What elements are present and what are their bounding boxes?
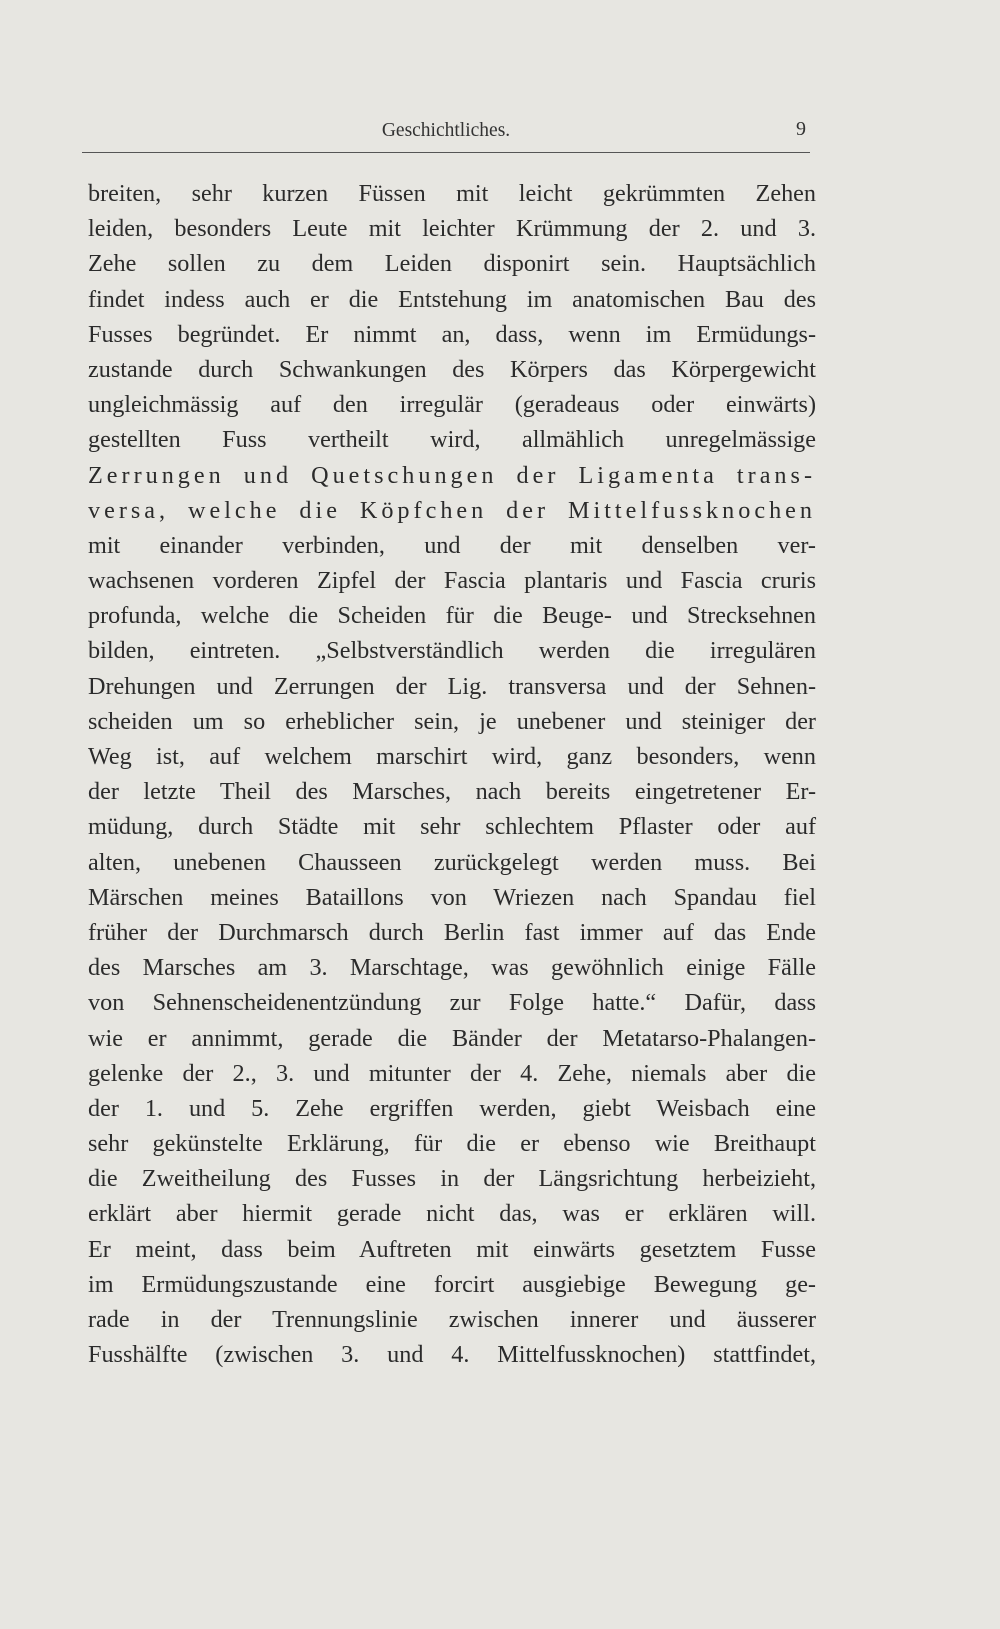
page-number: 9	[796, 118, 806, 140]
running-title: Geschichtliches.	[381, 120, 511, 141]
text-line: breiten, sehr kurzen Füssen mit leicht gekrümmten Zehen	[88, 180, 816, 207]
text-line: Fusses begründet. Er nimmt an, dass, wenn im Ermüdungs-	[88, 320, 816, 348]
running-header	[82, 114, 810, 148]
body-text	[88, 176, 816, 1372]
text-line: profunda, welche die Scheiden für die Beuge- und Strecksehnen	[88, 602, 816, 630]
text-line: leiden, besonders Leute mit leichter Krümmung der 2. und 3.	[88, 215, 816, 243]
text-line: ungleichmässig auf den irregulär (geradeaus oder einwärts)	[88, 391, 816, 419]
text-line: zustande durch Schwankungen des Körpers das Körpergewicht	[88, 355, 816, 383]
text-line: scheiden um so erheblicher sein, je unebener und steiniger der	[88, 707, 816, 735]
text-line: der letzte Theil des Marsches, nach bereits eingetretener Er-	[88, 778, 816, 806]
header-rule	[82, 152, 810, 153]
text-line: Weg ist, auf welchem marschirt wird, ganz besonders, wenn	[88, 743, 816, 770]
text-line: erklärt aber hiermit gerade nicht das, was er erklären will.	[88, 1200, 816, 1228]
text-line: mit einander verbinden, und der mit denselben ver-	[88, 531, 816, 559]
text-line: Er meint, dass beim Auftreten mit einwärts gesetztem Fusse	[88, 1235, 816, 1263]
text-line: sehr gekünstelte Erklärung, für die er ebenso wie Breithaupt	[88, 1130, 816, 1158]
text-line: wachsenen vorderen Zipfel der Fascia plantaris und Fascia cruris	[88, 567, 816, 595]
text-line: Märschen meines Bataillons von Wriezen nach Spandau fiel	[88, 883, 816, 911]
text-line: findet indess auch er die Entstehung im anatomischen Bau des	[88, 285, 816, 313]
text-line: Zehe sollen zu dem Leiden disponirt sein. Hauptsächlich	[88, 250, 816, 278]
text-line: der 1. und 5. Zehe ergriffen werden, giebt Weisbach eine	[88, 1094, 816, 1122]
text-line: früher der Durchmarsch durch Berlin fast immer auf das Ende	[88, 918, 816, 946]
text-line: Zerrungen und Quetschungen der Ligamenta trans-	[88, 461, 816, 489]
text-line: Fusshälfte (zwischen 3. und 4. Mittelfussknochen) stattfindet,	[88, 1341, 816, 1369]
text-line: rade in der Trennungslinie zwischen innerer und äusserer	[88, 1306, 816, 1333]
text-line: gestellten Fuss vertheilt wird, allmählich unregelmässige	[88, 426, 816, 454]
text-line: im Ermüdungszustande eine forcirt ausgiebige Bewegung ge-	[88, 1270, 816, 1298]
text-line: Drehungen und Zerrungen der Lig. transversa und der Sehnen-	[88, 672, 816, 700]
text-line: versa, welche die Köpfchen der Mittelfussknochen	[88, 496, 816, 524]
text-line: von Sehnenscheidenentzündung zur Folge hatte.“ Dafür, dass	[88, 989, 816, 1017]
text-line: die Zweitheilung des Fusses in der Längsrichtung herbeizieht,	[88, 1165, 816, 1193]
text-line: des Marsches am 3. Marschtage, was gewöhnlich einige Fälle	[88, 954, 816, 982]
text-line: alten, unebenen Chausseen zurückgelegt werden muss. Bei	[88, 848, 816, 876]
text-line: müdung, durch Städte mit sehr schlechtem Pflaster oder auf	[88, 813, 816, 841]
text-line: gelenke der 2., 3. und mitunter der 4. Zehe, niemals aber die	[88, 1059, 816, 1087]
text-line: bilden, eintreten. „Selbstverständlich werden die irregulären	[88, 637, 816, 665]
text-line: wie er annimmt, gerade die Bänder der Metatarso-Phalangen-	[88, 1024, 816, 1052]
